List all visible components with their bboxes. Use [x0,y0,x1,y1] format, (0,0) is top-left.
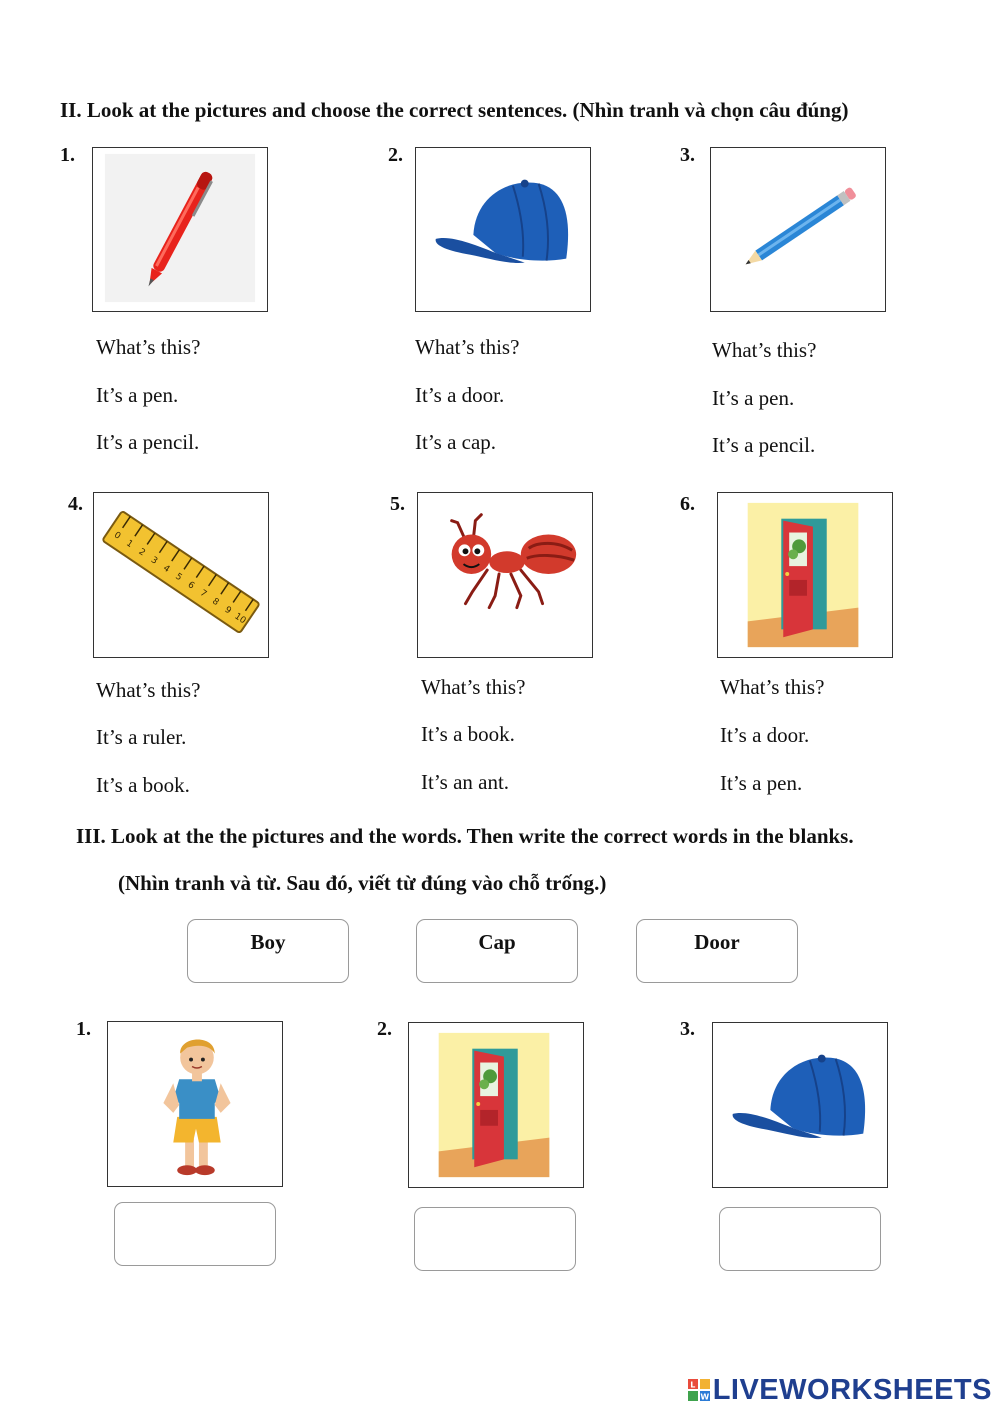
liveworksheets-logo [688,1374,992,1407]
question-text: What’s this? [96,335,201,359]
red-door-picture [717,492,893,658]
answer-option[interactable]: It’s a pen. [720,771,803,795]
word-bank-boy: Boy [187,919,349,983]
item-number: 3. [680,144,695,166]
answer-blank[interactable] [719,1207,881,1271]
answer-option[interactable]: It’s a book. [96,773,190,797]
item-number: 1. [60,144,75,166]
svg-text:W: W [700,1392,710,1401]
question-text: What’s this? [421,675,526,699]
answer-option[interactable]: It’s a cap. [415,430,497,454]
item-number: 5. [390,493,405,515]
question-text: What’s this? [415,335,520,359]
answer-option[interactable]: It’s an ant. [421,770,510,794]
answer-blank[interactable] [114,1202,276,1266]
answer-option[interactable]: It’s a book. [421,722,515,746]
item-number: 3. [680,1018,695,1040]
item-number: 2. [377,1018,392,1040]
ruler-digit: 7 [197,588,209,600]
question-text: What’s this? [720,675,825,699]
blue-cap-picture [712,1022,888,1188]
word-bank-door: Door [636,919,798,983]
item-number: 4. [68,493,83,515]
blue-cap-picture [415,147,591,312]
answer-blank[interactable] [414,1207,576,1271]
item-number: 1. [76,1018,91,1040]
ruler-digit: 10 [232,611,248,627]
boy-picture [107,1021,283,1187]
item-number: 6. [680,493,695,515]
brand-name: LIVEWORKSHEETS [712,1374,992,1406]
question-text: What’s this? [96,678,201,702]
answer-option[interactable]: It’s a door. [720,723,810,747]
ruler-digit: 1 [124,538,135,551]
ruler-digit: 4 [161,563,172,575]
ruler-digit: 6 [185,580,196,592]
ruler-digit: 8 [210,596,221,609]
answer-option[interactable]: It’s a pen. [712,386,795,410]
ruler-digit: 0 [111,530,123,542]
ruler-digit: 2 [136,546,147,559]
red-ant-picture [417,492,593,658]
answer-option[interactable]: It’s a door. [415,383,505,407]
answer-option[interactable]: It’s a ruler. [96,725,187,749]
answer-option[interactable]: It’s a pencil. [96,430,200,454]
svg-text:L: L [689,1380,696,1390]
section-3-subheading: (Nhìn tranh và từ. Sau đó, viết từ đúng vào chỗ trống.) [118,871,607,895]
answer-option[interactable]: It’s a pen. [96,383,179,407]
liveworksheets-mark-icon [688,1379,710,1401]
word-bank-cap: Cap [416,919,578,983]
ruler-digit: 3 [148,555,160,567]
section-2-heading: II. Look at the pictures and choose the correct sentences. (Nhìn tranh và chọn câu đúng) [60,98,849,122]
yellow-ruler-picture [93,492,269,658]
answer-option[interactable]: It’s a pencil. [712,433,816,457]
red-door-picture [408,1022,584,1188]
question-text: What’s this? [712,338,817,362]
red-pen-picture [92,147,268,312]
blue-pencil-picture [710,147,886,312]
section-3-heading: III. Look at the the pictures and the words. Then write the correct words in the blanks. [76,824,854,848]
item-number: 2. [388,144,403,166]
ruler-digit: 5 [173,571,184,584]
ruler-digit: 9 [222,604,233,617]
